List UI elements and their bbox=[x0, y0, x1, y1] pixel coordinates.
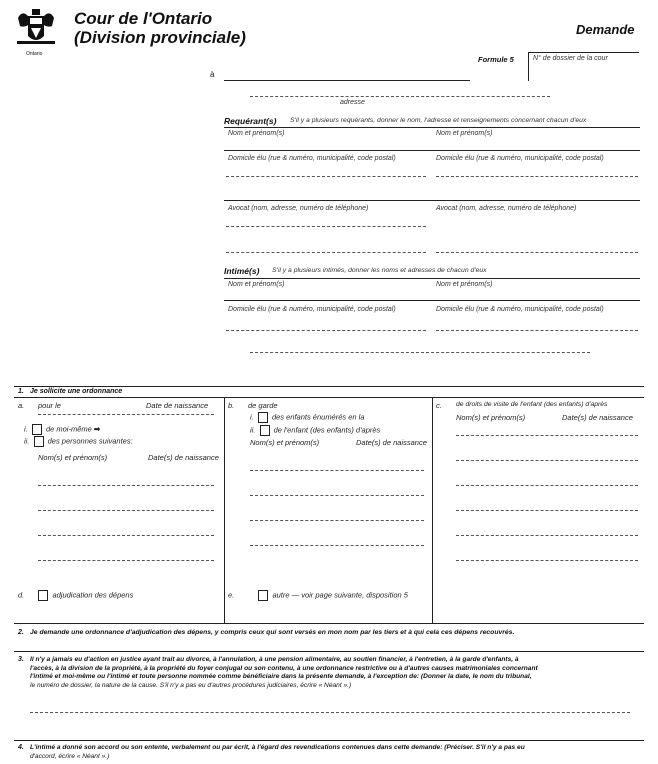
section1-b-nom-label: Nom(s) et prénom(s) bbox=[250, 438, 320, 447]
requerant-domicile-right-label: Domicile élu (rue & numéro, municipalité, code postal) bbox=[436, 155, 604, 162]
section1-b-i-row bbox=[250, 412, 365, 423]
section1-a-ii-row bbox=[24, 436, 133, 447]
section3-number: 3. bbox=[18, 656, 24, 663]
section1-c-line-5[interactable] bbox=[456, 535, 638, 536]
intime-nom-right-label: Nom et prénom(s) bbox=[436, 281, 493, 288]
section1-b-ii-checkbox[interactable] bbox=[260, 425, 270, 436]
address-a-label: à bbox=[210, 70, 215, 79]
section1-c-line-6[interactable] bbox=[456, 560, 638, 561]
section1-e-row bbox=[228, 590, 408, 601]
section1-b-ii-label: ii. bbox=[250, 425, 256, 435]
intime-domicile-line-2[interactable] bbox=[250, 352, 590, 353]
requerant-domicile-left-label: Domicile élu (rue & numéro, municipalité, code postal) bbox=[228, 155, 396, 162]
section1-b-line-3[interactable] bbox=[250, 520, 424, 521]
section1-c-text: de droits de visite de l'enfant (des enfants) d'après bbox=[456, 401, 608, 408]
section4-line2: d'accord, écrire « Néant ».) bbox=[30, 752, 110, 760]
section1-c-line-4[interactable] bbox=[456, 510, 638, 511]
section1-b-label: b. bbox=[228, 401, 235, 410]
section1-a-i-label: i. bbox=[24, 424, 28, 434]
section1-a-i-checkbox[interactable] bbox=[32, 424, 42, 435]
section1-a-line-1[interactable] bbox=[38, 485, 214, 486]
section1-a-date-label: Date de naissance bbox=[146, 401, 209, 410]
section1-e-checkbox[interactable] bbox=[258, 590, 268, 601]
requerant-domicile-right-field[interactable] bbox=[436, 176, 638, 177]
form-number: Formule 5 bbox=[478, 55, 514, 64]
requerant-title: Requérant(s) bbox=[224, 116, 277, 126]
requerant-domicile-left-field[interactable] bbox=[226, 176, 426, 177]
section1-c-nom-label: Nom(s) et prénom(s) bbox=[456, 413, 526, 422]
section1-a-ii-label: ii. bbox=[24, 436, 30, 446]
section1-b-i-text: des enfants énumérés en la bbox=[271, 412, 365, 422]
court-name-line2: (Division provinciale) bbox=[74, 28, 246, 47]
section1-c-label: c. bbox=[436, 401, 442, 410]
requerant-avocat-right-field[interactable] bbox=[436, 252, 638, 253]
court-name-line1: Cour de l'Ontario bbox=[74, 9, 213, 28]
section2-text: Je demande une ordonnance d'adjudication des dépens, y compris ceux qui sont versés en mon nom par les tiers et à qui cela ces dépens recouvrés. bbox=[30, 629, 515, 636]
court-address-field[interactable] bbox=[224, 80, 470, 81]
form-title: Demande bbox=[576, 22, 635, 37]
section1-e-label: e. bbox=[228, 590, 235, 600]
section1-a-line-2[interactable] bbox=[38, 510, 214, 511]
section1-b-i-checkbox[interactable] bbox=[258, 412, 268, 423]
requerant-nom-field[interactable] bbox=[224, 150, 640, 151]
section1-b-ii-text: de l'enfant (des enfants) d'après bbox=[273, 425, 381, 435]
section3-line4: le numéro de dossier, la nature de la cause. S'il n'y a pas eu d'autres procédures judiciaires, écrire « Néant ».) bbox=[30, 681, 352, 689]
intime-title: Intimé(s) bbox=[224, 266, 260, 276]
section1-a-ii-text: des personnes suivantes: bbox=[47, 436, 133, 446]
arrow-right-icon: ➡ bbox=[93, 424, 101, 434]
section1-number: 1. bbox=[18, 388, 24, 395]
requerant-instruction: S'il y a plusieurs requérants, donner le nom, l'adresse et renseignements concernant chacun d'eux bbox=[290, 117, 587, 124]
requerant-nom-left-label: Nom et prénom(s) bbox=[228, 130, 285, 137]
section4-text bbox=[30, 744, 640, 761]
section2-number: 2. bbox=[18, 629, 24, 636]
section1-d-text: adjudication des dépens bbox=[52, 590, 134, 600]
intime-domicile-right-field[interactable] bbox=[436, 330, 638, 331]
intime-nom-left-label: Nom et prénom(s) bbox=[228, 281, 285, 288]
section1-d-label: d. bbox=[18, 590, 25, 600]
section1-b-ii-row bbox=[250, 425, 380, 436]
section1-b-line-1[interactable] bbox=[250, 470, 424, 471]
section1-d-row bbox=[18, 590, 133, 601]
address-label: adresse bbox=[340, 99, 365, 106]
section1-c-line-3[interactable] bbox=[456, 485, 638, 486]
section1-e-text: autre — voir page suivante, disposition 5 bbox=[272, 590, 408, 600]
intime-nom-field[interactable] bbox=[224, 300, 640, 301]
section3-line2: l'accès, à la division de la propriété, à la propriété du foyer conjugal ou son contenu, à une ordonnance restrictive ou à d'autres causes matrimoniales concernant bbox=[30, 664, 538, 672]
section1-b-line-4[interactable] bbox=[250, 545, 424, 546]
section4-line1: L'intimé a donné son accord ou son entente, verbalement ou par écrit, à l'égard des revendications contenues dans cette demande: (Préciser. S'il n'y a pas eu bbox=[30, 744, 525, 751]
requerant-avocat-left-field-2[interactable] bbox=[226, 252, 426, 253]
requerant-avocat-left-field[interactable] bbox=[226, 226, 426, 227]
section3-line1: Il n'y a jamais eu d'action en justice ayant trait au divorce, à l'annulation, à une pension alimentaire, au soutien financier, à l'entretien, à la garde d'enfants, à bbox=[30, 656, 519, 663]
court-file-number-label: N° de dossier de la cour bbox=[533, 55, 608, 62]
section1-d-checkbox[interactable] bbox=[38, 590, 48, 601]
section1-b-i-label: i. bbox=[250, 412, 254, 422]
section1-b-text: de garde bbox=[248, 401, 278, 410]
section1-a-dates-label: Date(s) de naissance bbox=[148, 453, 219, 462]
section1-title: Je sollicite une ordonnance bbox=[30, 388, 123, 395]
intime-domicile-right-label: Domicile élu (rue & numéro, municipalité, code postal) bbox=[436, 306, 604, 313]
requerant-avocat-right-label: Avocat (nom, adresse, numéro de téléphone) bbox=[436, 205, 577, 212]
section1-a-line-4[interactable] bbox=[38, 560, 214, 561]
section1-a-label: a. bbox=[18, 401, 25, 410]
section1-a-ii-checkbox[interactable] bbox=[34, 436, 44, 447]
section3-line3: l'intimé et moi-même ou l'intimé et toute personne nommée comme bénéficiaire dans la présente demande, à l'exception de: (Donner la date, le nom du tribunal, bbox=[30, 673, 532, 680]
section1-b-dates-label: Date(s) de naissance bbox=[356, 438, 427, 447]
requerant-avocat-left-label: Avocat (nom, adresse, numéro de téléphone) bbox=[228, 205, 369, 212]
intime-domicile-left-label: Domicile élu (rue & numéro, municipalité, code postal) bbox=[228, 306, 396, 313]
section1-c-line-2[interactable] bbox=[456, 460, 638, 461]
section3-text bbox=[30, 656, 640, 690]
ontario-coat-of-arms-logo bbox=[14, 8, 58, 50]
court-file-number-field[interactable] bbox=[528, 52, 639, 81]
logo-caption: Ontario bbox=[26, 51, 43, 57]
section4-number: 4. bbox=[18, 744, 24, 751]
section1-a-i-row bbox=[24, 424, 100, 435]
section1-a-nom-label: Nom(s) et prénom(s) bbox=[38, 453, 108, 462]
intime-domicile-left-field[interactable] bbox=[226, 330, 426, 331]
section1-b-line-2[interactable] bbox=[250, 495, 424, 496]
section1-a-i-text: de moi-même bbox=[45, 424, 92, 434]
section1-a-line-3[interactable] bbox=[38, 535, 214, 536]
intime-instruction: S'il y a plusieurs intimés, donner les noms et adresses de chacun d'eux bbox=[272, 267, 487, 274]
section1-c-line-1[interactable] bbox=[456, 435, 638, 436]
section3-answer-line[interactable] bbox=[30, 712, 630, 713]
section1-a-text: pour le bbox=[38, 401, 61, 410]
section1-c-dates-label: Date(s) de naissance bbox=[562, 413, 633, 422]
address-line-2[interactable] bbox=[250, 96, 550, 97]
requerant-nom-right-label: Nom et prénom(s) bbox=[436, 130, 493, 137]
